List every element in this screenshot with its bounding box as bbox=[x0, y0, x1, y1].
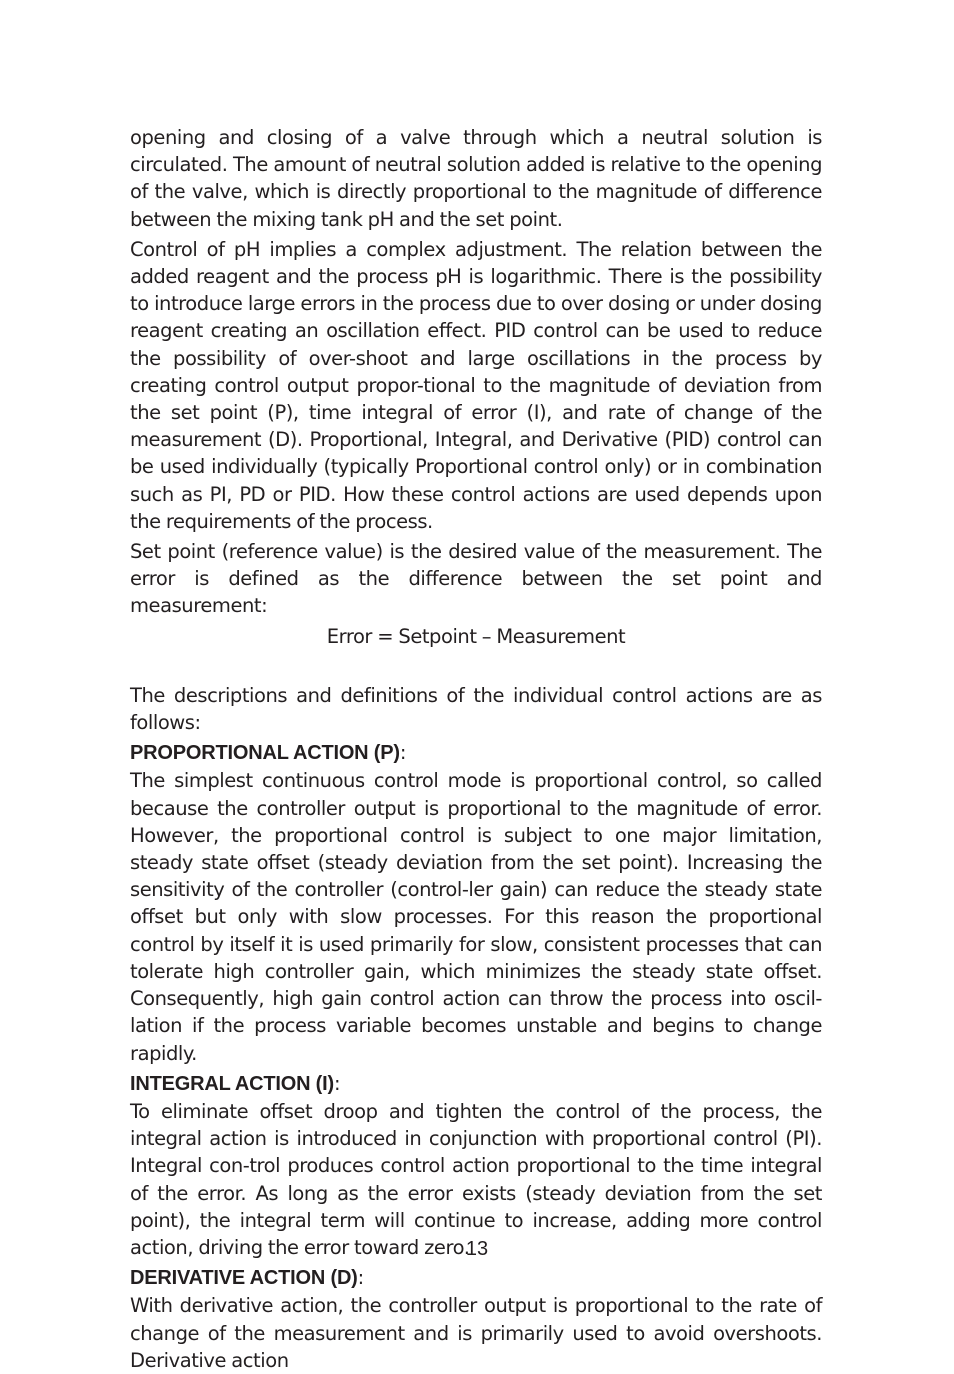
page-content bbox=[130, 124, 822, 1374]
heading-derivative-action bbox=[130, 1264, 822, 1292]
heading-integral-label: INTEGRAL ACTION (I) bbox=[130, 1072, 334, 1095]
heading-integral-action bbox=[130, 1070, 822, 1098]
paragraph-ph-control: Control of pH implies a complex adjustment. The relation between the added reagent and the process pH is logarithmic. There is the possibility to introduce large errors in the process due to over dosing or under dosing reagent creating an oscillation effect. PID control can be used to reduce the possibility of over-shoot and large oscillations in the process by creating control output propor-tional to the magnitude of deviation from the set point (P), time integral of error (I), and rate of change of the measurement (D). Proportional, Integral, and Derivative (PID) control can be used individually (typically Proportional control only) or in combination such as PI, PD or PID. How these control actions are used depends upon the requirements of the process. bbox=[130, 237, 822, 533]
paragraph-descriptions-intro: The descriptions and definitions of the individual control actions are as follows: bbox=[130, 683, 822, 735]
paragraph-integral-action: To eliminate offset droop and tighten the control of the process, the integral action is introduced in conjunction with proportional control (PI). Integral con-trol produces control action proportional to the time integral of the error. As long as the error exists (steady deviation from the set point), the integral term will continue to increase, adding more control action, driving the error toward zero. bbox=[130, 1099, 822, 1259]
heading-proportional-action bbox=[130, 739, 822, 767]
heading-derivative-colon: : bbox=[357, 1266, 365, 1290]
heading-integral-colon: : bbox=[333, 1071, 341, 1095]
error-formula: Error = Setpoint – Measurement bbox=[326, 624, 626, 648]
paragraph-proportional-action: The simplest continuous control mode is proportional control, so called because the controller output is proportional to the magnitude of error. However, the proportional control is subject to one major limitation, steady state offset (steady deviation from the set point). Increasing the sensitivity of the controller (control-ler gain) can reduce the steady state offset but only with slow processes. For this reason the proportional control by itself it is used primarily for slow, consistent processes that can tolerate high controller gain, which minimizes the steady state offset. Consequently, high gain control action can throw the process into oscil-lation if the process variable becomes unstable and begins to change rapidly. bbox=[130, 769, 822, 1065]
heading-proportional-label: PROPORTIONAL ACTION (P) bbox=[130, 742, 400, 765]
heading-derivative-label: DERIVATIVE ACTION (D) bbox=[130, 1267, 358, 1290]
paragraph-derivative-action: With derivative action, the controller output is proportional to the rate of change of the measurement and is primarily used to avoid overshoots. Derivative action bbox=[130, 1294, 822, 1372]
paragraph-valve-control: opening and closing of a valve through which a neutral solution is circulated. The amount of neutral solution added is relative to the opening of the valve, which is directly proportional to the magnitude of difference between the mixing tank pH and the set point. bbox=[130, 126, 822, 231]
page-number: 13 bbox=[465, 1238, 489, 1260]
heading-proportional-colon: : bbox=[399, 741, 407, 765]
paragraph-set-point: Set point (reference value) is the desired value of the measurement. The error is defined as the difference between the set point and measurement: bbox=[130, 540, 822, 618]
